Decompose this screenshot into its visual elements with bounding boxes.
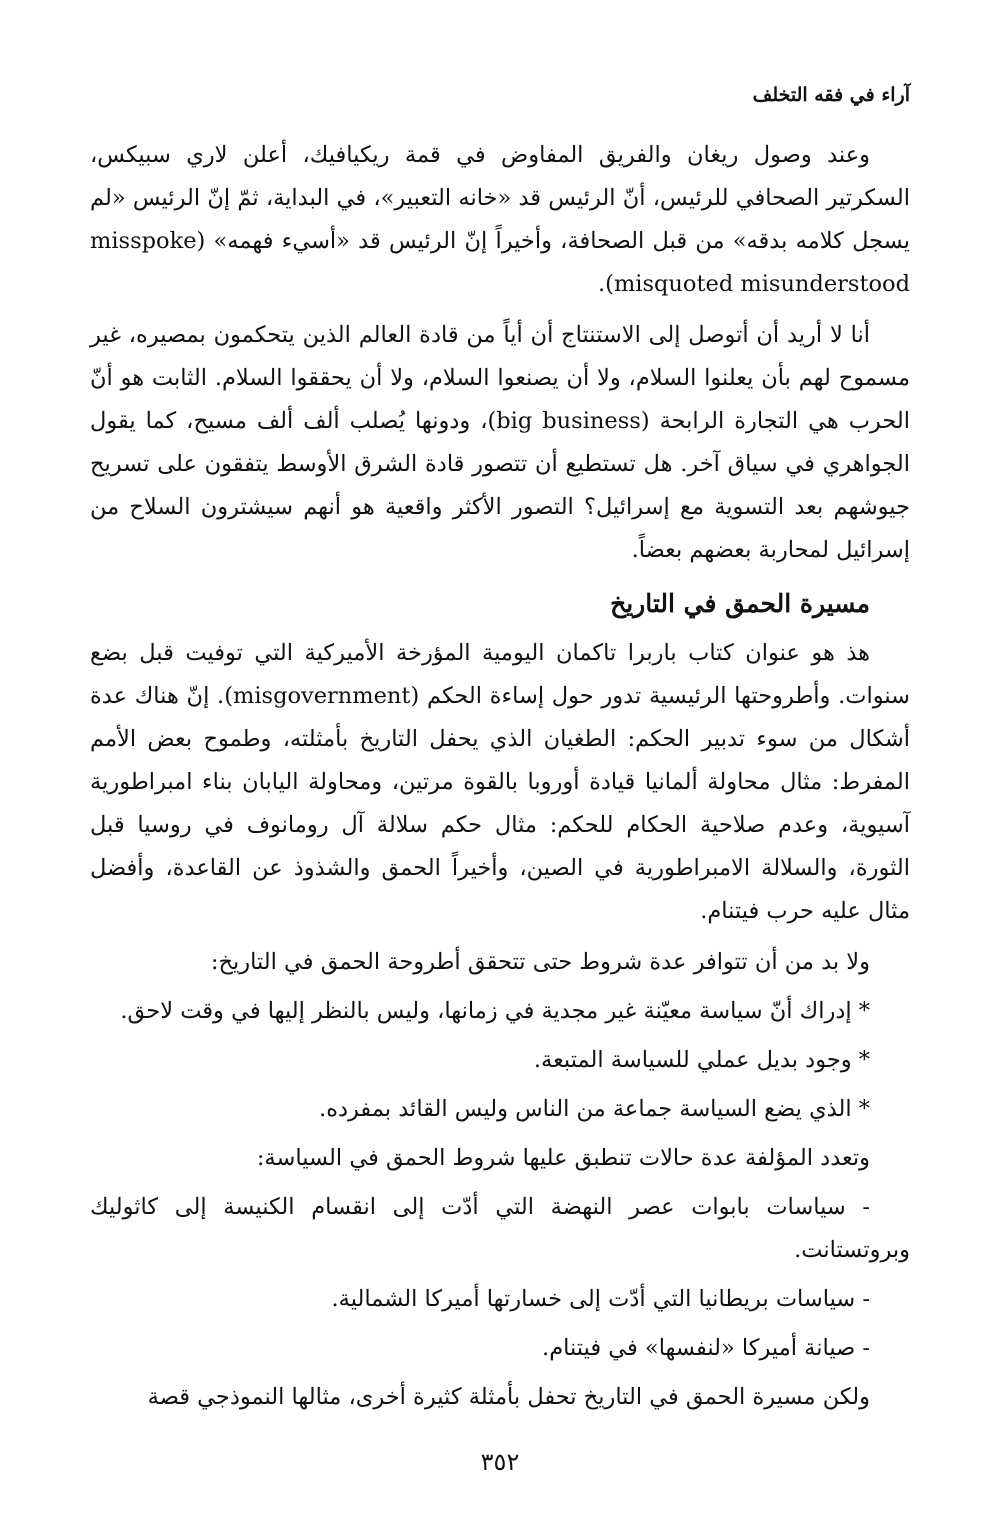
paragraph-tuchman: هذ هو عنوان كتاب باربرا تاكمان اليومية المؤرخة الأميركية التي توفيت قبل بضع سنوات. وأطروحتها الرئيسية تدور حول إساءة الحكم (misgovernment). إنّ هناك عدة أشكال من سوء تدبير الحكم: الطغيان الذي يحفل التاريخ بأمثلته، وطموح بعض الأمم المفرط: مثال محاولة ألمانيا قيادة أوروبا بالقوة مرتين، ومحاولة اليابان بناء امبراطورية آسيوية، وعدم صلاحية الحكام للحكم: مثال حكم سلالة آل رومانوف في روسيا قبل الثورة، والسلالة الامبراطورية في الصين، وأخيراً الحمق والشذوذ عن القاعدة، وأفضل مثال عليه حرب فيتنام. [90, 640, 910, 924]
case-item: - صيانة أميركا «لنفسها» في فيتنام. [542, 1335, 870, 1361]
conditions-intro: ولا بد من أن تتوافر عدة شروط حتى تتحقق أطروحة الحمق في التاريخ: [210, 949, 870, 975]
condition-item: * إدراك أنّ سياسة معيّنة غير مجدية في زمانها، وليس بالنظر إليها في وقت لاحق. [120, 998, 870, 1024]
page-body [90, 134, 910, 1419]
paragraph-closing: ولكن مسيرة الحمق في التاريخ تحفل بأمثلة كثيرة أخرى، مثالها النموذجي قصة [147, 1384, 870, 1410]
condition-item: * الذي يضع السياسة جماعة من الناس وليس القائد بمفرده. [319, 1096, 870, 1122]
cases-intro: وتعدد المؤلفة عدة حالات تنطبق عليها شروط الحمق في السياسة: [256, 1145, 870, 1171]
case-item: - سياسات بابوات عصر النهضة التي أدّت إلى انقسام الكنيسة إلى كاثوليك وبروتستانت. [90, 1194, 910, 1263]
case-item: - سياسات بريطانيا التي أدّت إلى خسارتها أميركا الشمالية. [331, 1286, 870, 1312]
page-number: ٣٥٢ [480, 1448, 520, 1476]
running-header: آراء في فقه التخلف [752, 84, 910, 106]
paragraph-reykjavik: وعند وصول ريغان والفريق المفاوض في قمة ريكيافيك، أعلن لاري سبيكس، السكرتير الصحافي للرئيس، أنّ الرئيس قد «خانه التعبير»، في البداية، ثمّ إنّ الرئيس «لم يسجل كلامه بدقه» من قبل الصحافة، وأخيراً إنّ الرئيس قد «أسيء فهمه» (misspoke misquoted misunderstood). [90, 142, 910, 297]
paragraph-peace: أنا لا أريد أن أتوصل إلى الاستنتاج أن أياً من قادة العالم الذين يتحكمون بمصيره، غير مسموح لهم بأن يعلنوا السلام، ولا أن يصنعوا السلام، ولا أن يحققوا السلام. الثابت هو أنّ الحرب هي التجارة الرابحة (big business)، ودونها يُصلب ألف ألف مسيح، كما يقول الجواهري في سياق آخر. هل تستطيع أن تتصور قادة الشرق الأوسط يتفقون على تسريح جيوشهم بعد التسوية مع إسرائيل؟ التصور الأكثر واقعية هو أنهم سيشترون السلاح من إسرائيل لمحاربة بعضهم بعضاً. [90, 322, 910, 563]
section-heading: مسيرة الحمق في التاريخ [610, 589, 870, 618]
condition-item: * وجود بديل عملي للسياسة المتبعة. [533, 1047, 870, 1073]
book-page [90, 70, 910, 1476]
